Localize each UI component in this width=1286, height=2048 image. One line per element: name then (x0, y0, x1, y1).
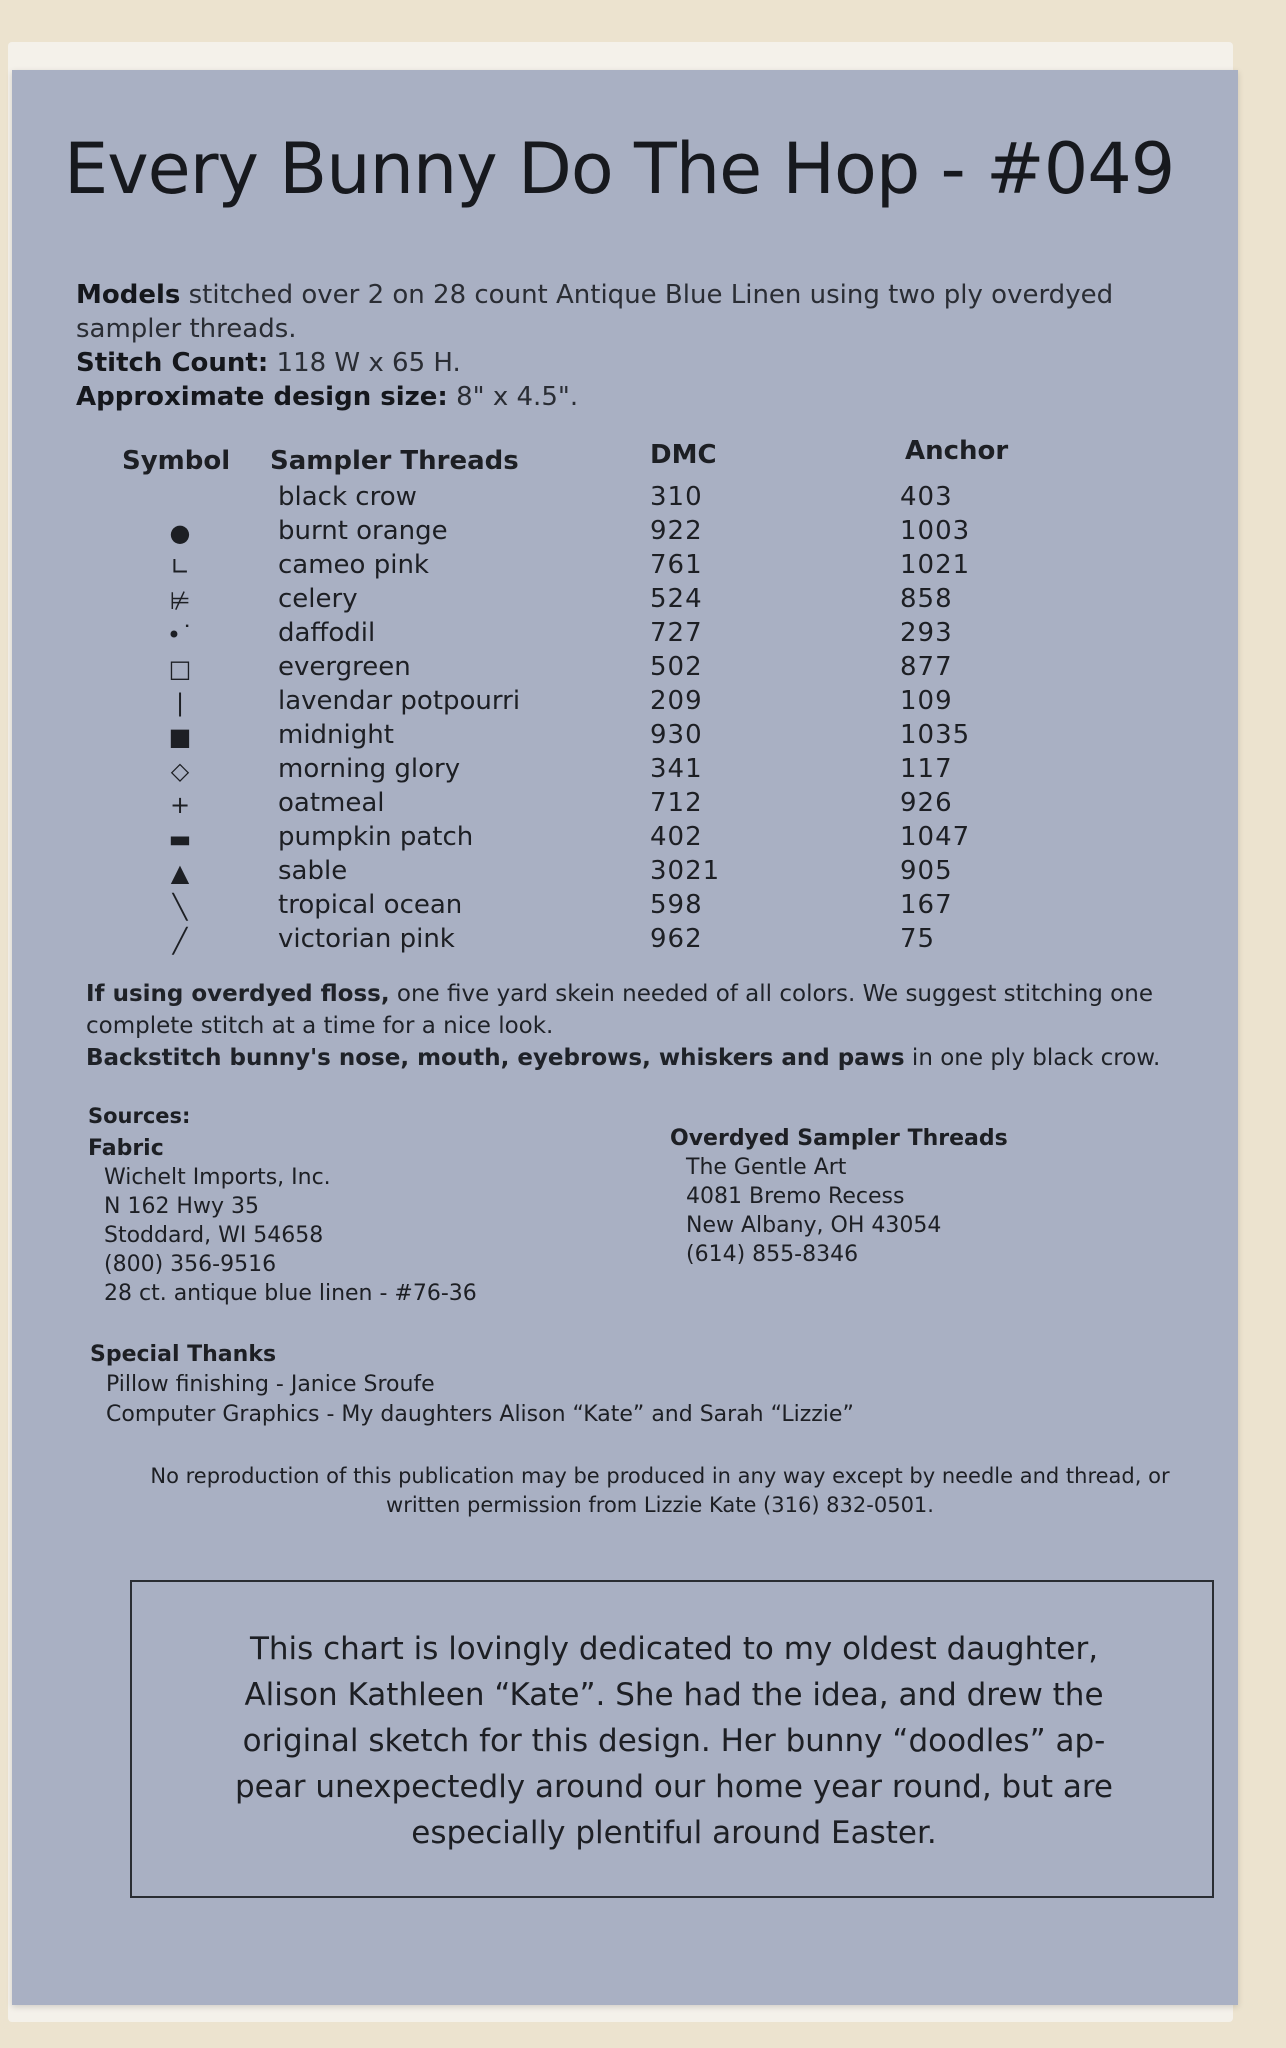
thread-name: pumpkin patch (278, 822, 474, 852)
symbol-icon: | (175, 689, 185, 717)
dmc-number: 3021 (650, 856, 721, 886)
dedication-box (130, 1580, 1214, 1898)
models-line-2: sampler threads. (76, 314, 297, 344)
anchor-number: 1003 (900, 516, 971, 546)
floss-text: one five yard skein needed of all colors. We suggest stitching one (389, 981, 1153, 1007)
stitch-count-label: Stitch Count: (76, 348, 269, 378)
floss-line (86, 978, 1166, 1010)
symbol-icon: ▬ (168, 825, 192, 853)
dmc-number: 402 (650, 822, 703, 852)
dedication-text (162, 1626, 1186, 1856)
header-threads: Sampler Threads (270, 446, 519, 476)
thread-name: daffodil (278, 618, 376, 648)
anchor-number: 167 (900, 890, 953, 920)
anchor-number: 75 (900, 924, 936, 954)
anchor-number: 926 (900, 788, 953, 818)
thread-name: celery (278, 584, 358, 614)
threads-line: (614) 855-8346 (686, 1242, 859, 1267)
dmc-number: 341 (650, 754, 703, 784)
symbol-icon: ■ (168, 723, 192, 751)
backstitch-line (86, 1042, 1166, 1074)
fabric-line: (800) 356-9516 (104, 1252, 277, 1277)
stitch-count-line (76, 346, 1156, 380)
table-row (120, 822, 1080, 856)
dmc-number: 524 (650, 584, 703, 614)
table-header (120, 436, 1080, 482)
anchor-number: 293 (900, 618, 953, 648)
table-row (120, 584, 1080, 618)
threads-line: 4081 Bremo Recess (686, 1184, 905, 1209)
thread-name: morning glory (278, 754, 461, 784)
dmc-number: 598 (650, 890, 703, 920)
symbol-icon: •˙ (166, 621, 194, 649)
threads-heading: Overdyed Sampler Threads (670, 1126, 1008, 1151)
thread-name: black crow (278, 482, 417, 512)
header-symbol: Symbol (122, 446, 231, 476)
copyright-notice (90, 1462, 1230, 1520)
threads-line: The Gentle Art (686, 1155, 847, 1180)
header-dmc: DMC (650, 440, 717, 470)
intro-block (76, 278, 1156, 414)
symbol-icon: ▲ (170, 859, 190, 887)
design-size-value: 8" x 4.5". (447, 382, 579, 412)
anchor-number: 1047 (900, 822, 971, 852)
dmc-number: 502 (650, 652, 703, 682)
copyright-line-2: written permission from Lizzie Kate (316) 832-0501. (386, 1493, 934, 1517)
symbol-icon: ╱ (172, 927, 188, 955)
copyright-line-1: No reproduction of this publication may be produced in any way except by needle and thread, or (150, 1464, 1170, 1488)
anchor-number: 1035 (900, 720, 971, 750)
backstitch-label: Backstitch bunny's nose, mouth, eyebrows, whiskers and paws (86, 1045, 905, 1071)
symbol-icon: ◇ (170, 757, 190, 785)
table-row (120, 482, 1080, 516)
page-title: Every Bunny Do The Hop - #049 (64, 128, 1175, 210)
dedication-line: Alison Kathleen “Kate”. She had the idea, and drew the (244, 1677, 1104, 1713)
dmc-number: 727 (650, 618, 703, 648)
stitch-count-value: 118 W x 65 H. (268, 348, 461, 378)
thanks-line: Computer Graphics - My daughters Alison “Kate” and Sarah “Lizzie” (106, 1402, 854, 1427)
table-row (120, 550, 1080, 584)
table-row (120, 856, 1080, 890)
anchor-number: 403 (900, 482, 953, 512)
anchor-number: 858 (900, 584, 953, 614)
thread-name: midnight (278, 720, 394, 750)
design-size-label: Approximate design size: (76, 382, 448, 412)
design-size-line (76, 380, 1156, 414)
thanks-heading: Special Thanks (90, 1342, 277, 1367)
dmc-number: 209 (650, 686, 703, 716)
fabric-heading: Fabric (88, 1136, 164, 1161)
table-row (120, 516, 1080, 550)
anchor-number: 109 (900, 686, 953, 716)
sources-heading: Sources: (88, 1104, 191, 1128)
models-text: stitched over 2 on 28 count Antique Blue Linen using two ply overdyed (180, 280, 1114, 310)
symbol-icon: + (169, 791, 191, 819)
thread-name: victorian pink (278, 924, 455, 954)
symbol-icon: ● (169, 519, 191, 547)
table-row (120, 686, 1080, 720)
fabric-line: Wichelt Imports, Inc. (104, 1165, 331, 1190)
thread-name: cameo pink (278, 550, 429, 580)
symbol-icon: ╲ (172, 893, 188, 921)
anchor-number: 877 (900, 652, 953, 682)
dmc-number: 761 (650, 550, 703, 580)
thread-name: oatmeal (278, 788, 385, 818)
dmc-number: 922 (650, 516, 703, 546)
fabric-line: 28 ct. antique blue linen - #76-36 (104, 1281, 477, 1306)
thread-name: lavendar potpourri (278, 686, 521, 716)
special-thanks (90, 1340, 854, 1430)
dedication-line: This chart is lovingly dedicated to my oldest daughter, (249, 1631, 1099, 1667)
thread-table (120, 436, 1080, 958)
dmc-number: 930 (650, 720, 703, 750)
dmc-number: 712 (650, 788, 703, 818)
table-row (120, 652, 1080, 686)
table-row (120, 924, 1080, 958)
symbol-icon: □ (168, 655, 192, 683)
models-line (76, 278, 1156, 312)
threads-source (670, 1124, 1008, 1269)
symbol-icon: ∟ (169, 553, 191, 581)
table-row (120, 754, 1080, 788)
fabric-line: Stoddard, WI 54658 (104, 1223, 324, 1248)
header-anchor: Anchor (905, 436, 1009, 466)
anchor-number: 117 (900, 754, 953, 784)
dedication-line: especially plentiful around Easter. (411, 1815, 937, 1851)
notes-block (86, 978, 1166, 1074)
table-row (120, 890, 1080, 924)
dedication-line: original sketch for this design. Her bunny “doodles” ap- (242, 1723, 1106, 1759)
anchor-number: 1021 (900, 550, 971, 580)
floss-line-2: complete stitch at a time for a nice look. (86, 1013, 554, 1039)
floss-label: If using overdyed floss, (86, 981, 390, 1007)
table-row (120, 720, 1080, 754)
backstitch-text: in one ply black crow. (904, 1045, 1161, 1071)
dmc-number: 310 (650, 482, 703, 512)
thread-name: burnt orange (278, 516, 448, 546)
table-row (120, 788, 1080, 822)
thanks-line: Pillow finishing - Janice Sroufe (106, 1372, 435, 1397)
fabric-source (88, 1134, 477, 1308)
threads-line: New Albany, OH 43054 (686, 1213, 942, 1238)
thread-name: sable (278, 856, 348, 886)
dmc-number: 962 (650, 924, 703, 954)
thread-name: evergreen (278, 652, 411, 682)
table-row (120, 618, 1080, 652)
models-label: Models (76, 280, 181, 310)
fabric-line: N 162 Hwy 35 (104, 1194, 259, 1219)
thread-name: tropical ocean (278, 890, 463, 920)
dedication-line: pear unexpectedly around our home year round, but are (234, 1769, 1114, 1805)
symbol-icon: ⊭ (169, 587, 191, 615)
anchor-number: 905 (900, 856, 953, 886)
